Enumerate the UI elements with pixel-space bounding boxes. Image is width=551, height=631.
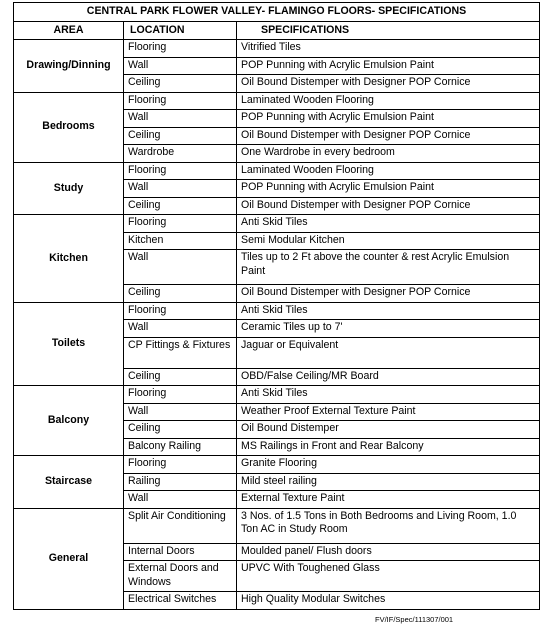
- table-body: [14, 40, 540, 610]
- table-row: [14, 162, 540, 180]
- location-cell: Kitchen: [124, 232, 237, 250]
- specification-cell: Tiles up to 2 Ft above the counter & rest Acrylic Emulsion Paint: [237, 250, 540, 285]
- location-cell: Wall: [124, 110, 237, 128]
- location-cell: Wall: [124, 320, 237, 338]
- specification-cell: MS Railings in Front and Rear Balcony: [237, 438, 540, 456]
- location-cell: Flooring: [124, 40, 237, 58]
- specifications-table: [13, 2, 540, 610]
- area-cell: Balcony: [14, 386, 124, 456]
- table-row: [14, 215, 540, 233]
- document-code: FV/IF/Spec/111307/001: [375, 615, 454, 624]
- specification-cell: Oil Bound Distemper: [237, 421, 540, 439]
- document-title: CENTRAL PARK FLOWER VALLEY- FLAMINGO FLOORS- SPECIFICATIONS: [14, 3, 540, 22]
- column-header-area: AREA: [14, 22, 124, 40]
- location-cell: CP Fittings & Fixtures: [124, 337, 237, 368]
- specification-cell: One Wardrobe in every bedroom: [237, 145, 540, 163]
- location-cell: Wall: [124, 250, 237, 285]
- location-cell: Ceiling: [124, 197, 237, 215]
- table-row: [14, 386, 540, 404]
- location-cell: Balcony Railing: [124, 438, 237, 456]
- specification-cell: POP Punning with Acrylic Emulsion Paint: [237, 180, 540, 198]
- location-cell: Flooring: [124, 92, 237, 110]
- specification-cell: External Texture Paint: [237, 491, 540, 509]
- specification-cell: Jaguar or Equivalent: [237, 337, 540, 368]
- specification-cell: UPVC With Toughened Glass: [237, 561, 540, 592]
- location-cell: Railing: [124, 473, 237, 491]
- location-cell: Ceiling: [124, 285, 237, 303]
- table-row: [14, 302, 540, 320]
- specification-cell: High Quality Modular Switches: [237, 592, 540, 610]
- location-cell: Ceiling: [124, 368, 237, 386]
- area-cell: Bedrooms: [14, 92, 124, 162]
- specification-cell: Granite Flooring: [237, 456, 540, 474]
- area-cell: Drawing/Dinning: [14, 40, 124, 93]
- location-cell: Flooring: [124, 215, 237, 233]
- specification-cell: POP Punning with Acrylic Emulsion Paint: [237, 57, 540, 75]
- specification-cell: Anti Skid Tiles: [237, 386, 540, 404]
- location-cell: Wardrobe: [124, 145, 237, 163]
- table-row: [14, 456, 540, 474]
- header-row: [14, 22, 540, 40]
- specification-cell: Oil Bound Distemper with Designer POP Cornice: [237, 197, 540, 215]
- specification-cell: Weather Proof External Texture Paint: [237, 403, 540, 421]
- specification-cell: Moulded panel/ Flush doors: [237, 543, 540, 561]
- location-cell: Wall: [124, 491, 237, 509]
- area-cell: Kitchen: [14, 215, 124, 303]
- table-row: [14, 40, 540, 58]
- location-cell: Flooring: [124, 162, 237, 180]
- specification-cell: Semi Modular Kitchen: [237, 232, 540, 250]
- specification-cell: Ceramic Tiles up to 7': [237, 320, 540, 338]
- location-cell: Ceiling: [124, 127, 237, 145]
- area-cell: Staircase: [14, 456, 124, 509]
- area-cell: Study: [14, 162, 124, 215]
- location-cell: Electrical Switches: [124, 592, 237, 610]
- specification-cell: POP Punning with Acrylic Emulsion Paint: [237, 110, 540, 128]
- area-cell: Toilets: [14, 302, 124, 386]
- specification-cell: Anti Skid Tiles: [237, 302, 540, 320]
- title-row: [14, 3, 540, 22]
- column-header-specifications: SPECIFICATIONS: [237, 22, 540, 40]
- specification-cell: Anti Skid Tiles: [237, 215, 540, 233]
- location-cell: Flooring: [124, 302, 237, 320]
- table-row: [14, 92, 540, 110]
- specification-cell: Laminated Wooden Flooring: [237, 162, 540, 180]
- location-cell: Ceiling: [124, 75, 237, 93]
- table-row: [14, 508, 540, 543]
- location-cell: Split Air Conditioning: [124, 508, 237, 543]
- location-cell: Flooring: [124, 386, 237, 404]
- location-cell: Wall: [124, 403, 237, 421]
- location-cell: Internal Doors: [124, 543, 237, 561]
- specification-cell: Oil Bound Distemper with Designer POP Cornice: [237, 75, 540, 93]
- specification-cell: 3 Nos. of 1.5 Tons in Both Bedrooms and Living Room, 1.0 Ton AC in Study Room: [237, 508, 540, 543]
- column-header-location: LOCATION: [124, 22, 237, 40]
- area-cell: General: [14, 508, 124, 609]
- location-cell: External Doors and Windows: [124, 561, 237, 592]
- location-cell: Flooring: [124, 456, 237, 474]
- location-cell: Wall: [124, 57, 237, 75]
- specification-cell: Laminated Wooden Flooring: [237, 92, 540, 110]
- specification-cell: Vitrified Tiles: [237, 40, 540, 58]
- location-cell: Wall: [124, 180, 237, 198]
- location-cell: Ceiling: [124, 421, 237, 439]
- specification-cell: Oil Bound Distemper with Designer POP Cornice: [237, 285, 540, 303]
- specification-cell: Mild steel railing: [237, 473, 540, 491]
- specification-cell: OBD/False Ceiling/MR Board: [237, 368, 540, 386]
- specification-cell: Oil Bound Distemper with Designer POP Cornice: [237, 127, 540, 145]
